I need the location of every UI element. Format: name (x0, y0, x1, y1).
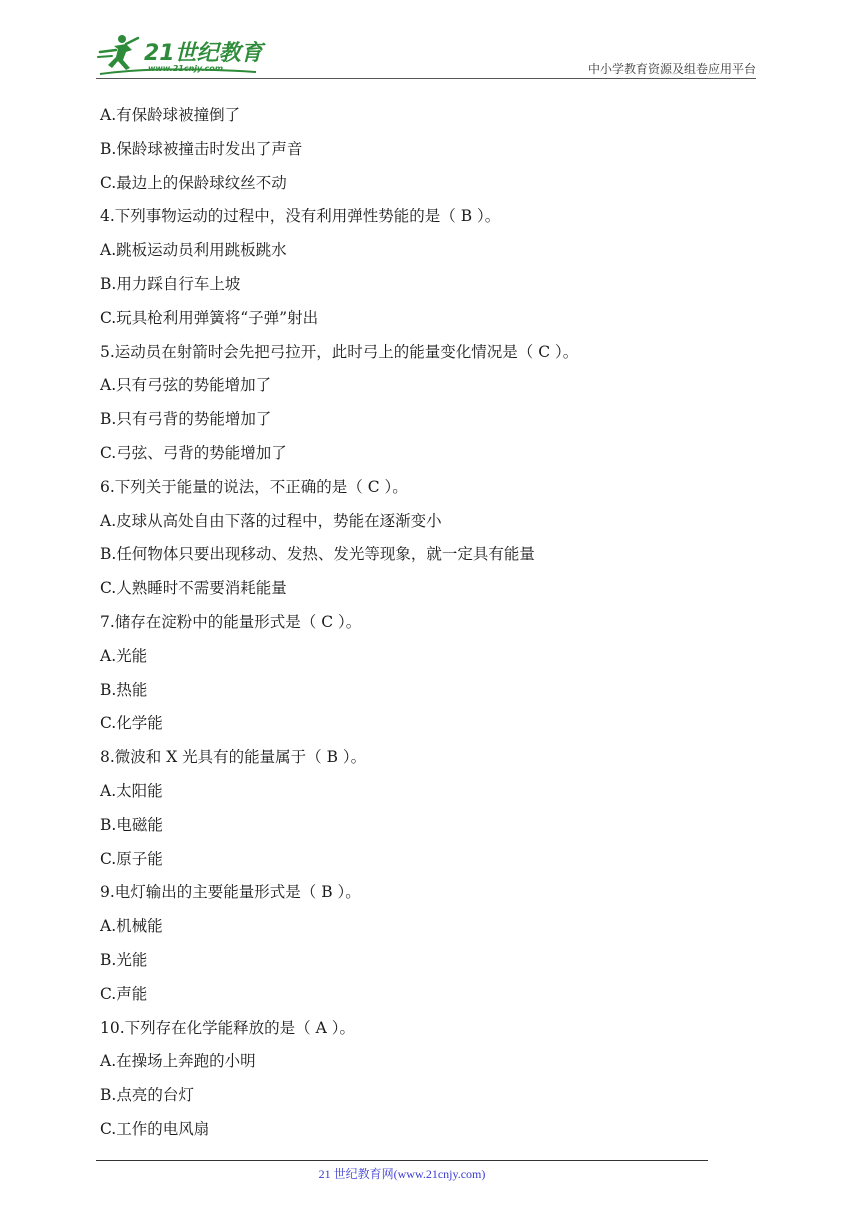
question-stem: 8.微波和 X 光具有的能量属于（ B ）。 (100, 748, 367, 767)
footer-divider (96, 1160, 708, 1161)
answer-option: B.热能 (100, 680, 148, 699)
answer-option: A.跳板运动员利用跳板跳水 (100, 241, 287, 260)
answer-option: C.玩具枪利用弹簧将“子弹”射出 (100, 308, 319, 327)
answer-option: B.光能 (100, 950, 148, 969)
answer-option: C.声能 (100, 984, 148, 1003)
answer-option: C.工作的电风扇 (100, 1119, 210, 1138)
question-stem: 4.下列事物运动的过程中，没有利用弹性势能的是（ B ）。 (100, 207, 501, 226)
answer-option: A.太阳能 (100, 781, 163, 800)
question-stem: 10.下列存在化学能释放的是（ A ）。 (100, 1018, 355, 1037)
answer-option: C.弓弦、弓背的势能增加了 (100, 443, 287, 462)
header-divider (96, 78, 756, 79)
answer-option: C.原子能 (100, 849, 163, 868)
logo-text: 21世纪教育 (144, 41, 263, 66)
footer-link[interactable]: 21 世纪教育网(www.21cnjy.com) (318, 1167, 486, 1181)
page-header (96, 30, 756, 78)
answer-option: A.光能 (100, 646, 148, 665)
answer-option: B.任何物体只要出现移动、发热、发光等现象，就一定具有能量 (100, 545, 535, 564)
question-stem: 9.电灯输出的主要能量形式是（ B ）。 (100, 883, 361, 902)
answer-option: C.最边上的保龄球纹丝不动 (100, 173, 287, 192)
answer-option: A.有保龄球被撞倒了 (100, 106, 241, 124)
question-stem: 6.下列关于能量的说法，不正确的是（ C ）。 (100, 477, 408, 496)
logo-url: www.21cnjy.com (148, 64, 224, 73)
answer-option: A.机械能 (100, 917, 163, 936)
answer-option: B.只有弓背的势能增加了 (100, 410, 272, 429)
answer-option: A.在操场上奔跑的小明 (100, 1052, 256, 1071)
platform-title: 中小学教育资源及组卷应用平台 (587, 62, 756, 76)
answer-option: B.保龄球被撞击时发出了声音 (100, 139, 303, 158)
answer-option: C.化学能 (100, 714, 163, 733)
question-stem: 7.储存在淀粉中的能量形式是（ C ）。 (100, 612, 362, 631)
answer-option: A.皮球从高处自由下落的过程中，势能在逐渐变小 (100, 511, 442, 530)
site-logo[interactable] (96, 30, 266, 78)
answer-option: B.点亮的台灯 (100, 1086, 194, 1105)
question-stem: 5.运动员在射箭时会先把弓拉开，此时弓上的能量变化情况是（ C ）。 (100, 342, 579, 361)
question-list (100, 99, 740, 1147)
answer-option: B.电磁能 (100, 815, 163, 834)
logo-graphic (96, 30, 266, 78)
answer-option: A.只有弓弦的势能增加了 (100, 376, 272, 395)
answer-option: B.用力踩自行车上坡 (100, 274, 241, 293)
answer-option: C.人熟睡时不需要消耗能量 (100, 579, 287, 598)
